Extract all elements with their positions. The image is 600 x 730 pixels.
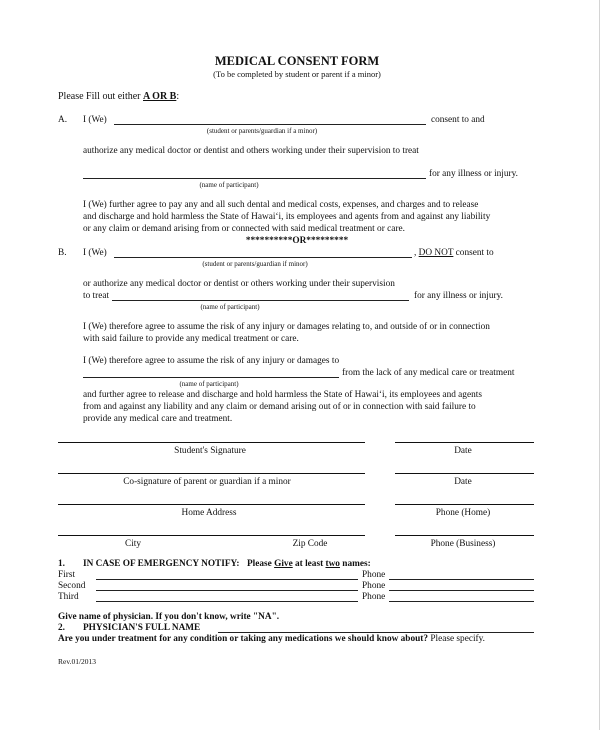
section-a-para-line: I (We) further agree to pay any and all such dental and medical costs, expenses, and charges and to release (83, 200, 479, 210)
emergency-third-phone-field[interactable] (389, 601, 534, 602)
emergency-third-label: Third (58, 592, 79, 602)
section-a-participant-field[interactable] (83, 178, 426, 179)
physician-name-label: PHYSICIAN'S FULL NAME (83, 623, 201, 633)
section-b-i-we: I (We) (83, 248, 107, 258)
section-b-para-line: from and against any liability and any claim or demand arising out of or in connection with said failure to (83, 402, 476, 412)
section-a-para-line: and discharge and hold harmless the State of Hawai‘i, its employees and agents from and against any liability (83, 212, 491, 222)
physician-number: 2. (58, 623, 65, 633)
section-b-participant-hint-2: (name of participant) (179, 380, 239, 388)
section-a-authorize-text: authorize any medical doctor or dentist and others working under their supervision to treat (83, 146, 419, 156)
treatment-question: Are you under treatment for any condition or taking any medications we should know about? Please specify. (58, 634, 486, 644)
section-b-para-line: and further agree to release and discharge and hold harmless the State of Hawai‘i, its employees and agents (83, 390, 482, 400)
emergency-third-field[interactable] (96, 601, 358, 602)
phone-business-label: Phone (Business) (430, 539, 496, 549)
physician-name-field[interactable] (218, 632, 534, 633)
form-subtitle: (To be completed by student or parent if a minor) (213, 69, 381, 79)
emergency-first-phone-field[interactable] (389, 579, 534, 580)
section-a-participant-hint: (name of participant) (199, 181, 259, 189)
section-b-para-line: provide any medical care and treatment. (83, 414, 233, 424)
section-b-para-line: with said failure to provide any medical treatment or care. (83, 334, 299, 344)
section-a-consent-label: consent to and (431, 115, 485, 125)
form-title: MEDICAL CONSENT FORM (214, 54, 380, 68)
physician-note: Give name of physician. If you don't know, write "NA". (58, 612, 280, 622)
section-b-marker: B. (58, 248, 67, 258)
section-a-name-field[interactable] (114, 124, 426, 125)
date-line-2[interactable] (395, 473, 534, 474)
phone-home-label: Phone (Home) (435, 508, 491, 518)
home-address-line[interactable] (58, 504, 365, 505)
section-b-participant-field-2[interactable] (83, 377, 339, 378)
student-signature-line[interactable] (58, 442, 365, 443)
section-a-illness-label: for any illness or injury. (429, 169, 518, 179)
section-b-para-line: I (We) therefore agree to assume the risk of any injury or damages to (83, 356, 340, 366)
date-label-1: Date (454, 446, 472, 456)
section-a-i-we: I (We) (83, 115, 107, 125)
date-label-2: Date (454, 477, 472, 487)
emergency-second-label: Second (58, 581, 86, 591)
section-b-illness-label: for any illness or injury. (414, 291, 503, 301)
cosignature-label: Co-signature of parent or guardian if a minor (123, 477, 291, 487)
cosignature-line[interactable] (58, 473, 365, 474)
emergency-heading: IN CASE OF EMERGENCY NOTIFY: (83, 559, 240, 569)
emergency-instruction: Please Give at least two names: (247, 559, 371, 569)
emergency-third-phone-label: Phone (362, 592, 386, 602)
section-a-parents-hint: (student or parents/guardian if a minor) (206, 127, 318, 135)
section-a-marker: A. (58, 115, 68, 125)
phone-business-line[interactable] (395, 535, 534, 536)
revision-label: Rev.01/2013 (58, 657, 97, 666)
section-a-para-line: or any claim or demand arising from or connected with said medical treatment or care. (83, 224, 405, 234)
section-b-participant-field[interactable] (112, 300, 409, 301)
section-b-para-line: I (We) therefore agree to assume the risk of any injury or damages relating to, and outside of or in connection (83, 322, 490, 332)
student-signature-label: Student's Signature (174, 446, 246, 456)
emergency-first-field[interactable] (96, 579, 358, 580)
zip-code-label: Zip Code (292, 539, 328, 549)
emergency-first-label: First (58, 570, 76, 580)
section-b-consent-label: , DO NOT consent to (414, 248, 494, 258)
section-b-authorize-text: or authorize any medical doctor or dentist or others working under their supervision (83, 279, 395, 289)
instruction-choice: A OR B (143, 91, 177, 102)
or-separator: **********OR********* (245, 236, 349, 246)
instruction-line: Please Fill out either A OR B: (58, 91, 180, 102)
city-zip-line[interactable] (58, 535, 365, 536)
section-b-name-field[interactable] (114, 257, 412, 258)
section-b-to-treat: to treat (83, 291, 110, 301)
emergency-second-field[interactable] (96, 590, 358, 591)
emergency-second-phone-label: Phone (362, 581, 386, 591)
emergency-second-phone-field[interactable] (389, 590, 534, 591)
emergency-number: 1. (58, 559, 65, 569)
section-b-participant-hint: (name of participant) (200, 303, 260, 311)
phone-home-line[interactable] (395, 504, 534, 505)
section-b-lack-label: from the lack of any medical care or treatment (342, 368, 515, 378)
emergency-first-phone-label: Phone (362, 570, 386, 580)
do-not-label: DO NOT (418, 248, 454, 258)
home-address-label: Home Address (181, 508, 237, 518)
city-label: City (124, 539, 142, 549)
date-line-1[interactable] (395, 442, 534, 443)
section-b-parents-hint: (student or parents/guardian if minor) (202, 260, 308, 268)
